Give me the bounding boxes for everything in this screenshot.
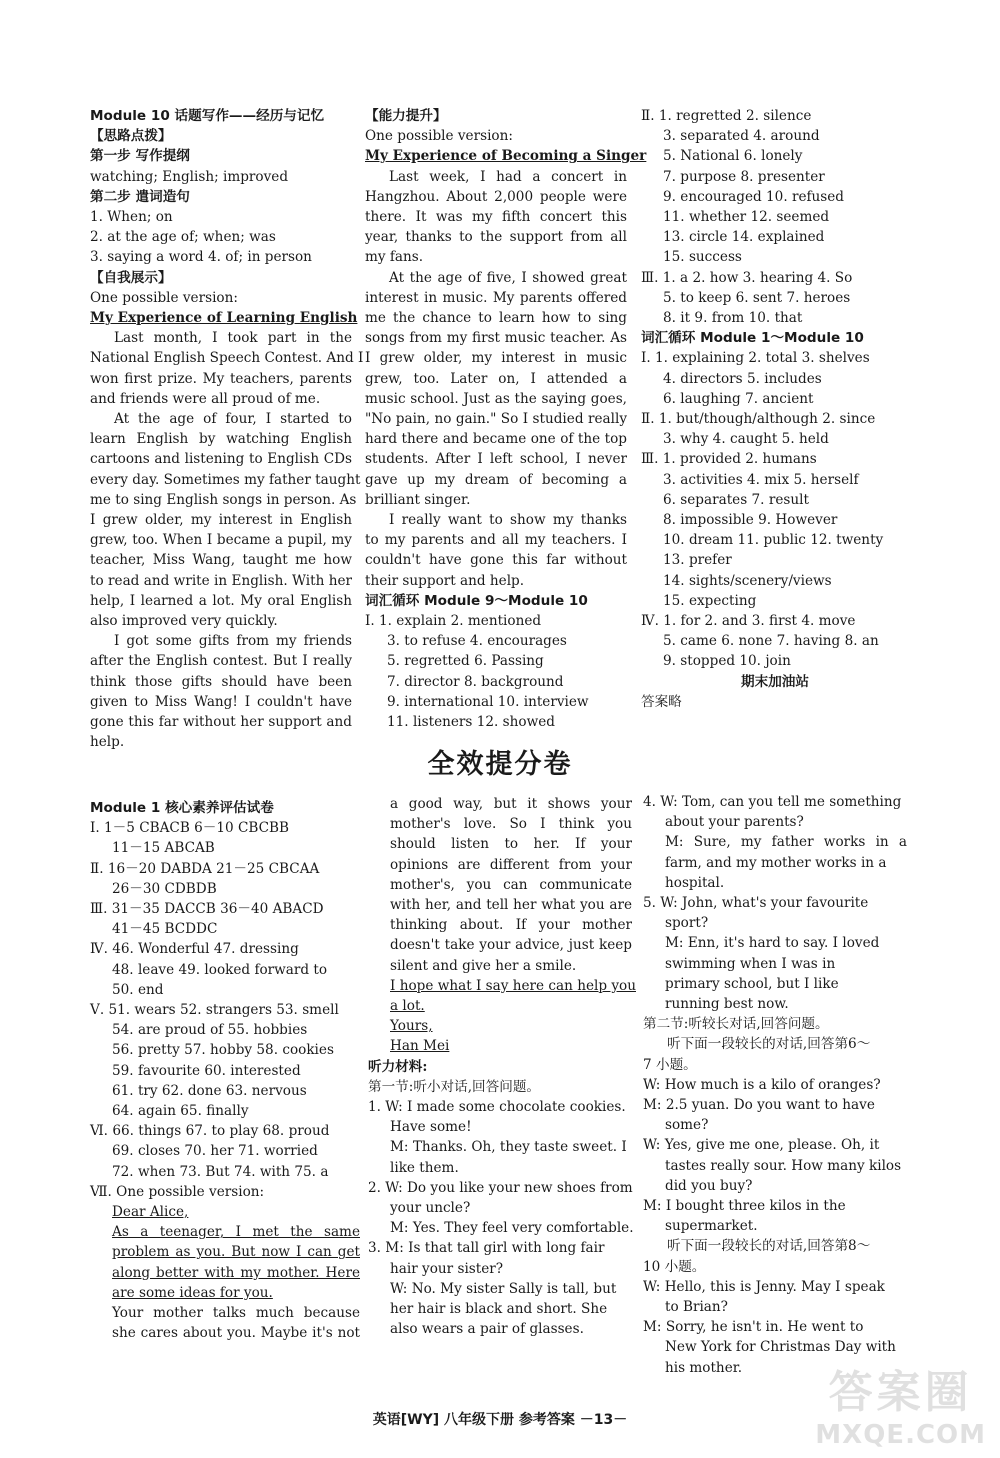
text-line: As a teenager, I met the same [112, 1224, 360, 1241]
text-line: their support and help. [365, 572, 525, 589]
text-line: 50. end [112, 981, 164, 998]
text-line: Ⅳ. 46. Wonderful 47. dressing [90, 941, 299, 958]
text-line: his mother. [665, 1359, 743, 1376]
bottom-column-3 [643, 792, 907, 1378]
text-line: she cares about you. Maybe it's not [112, 1325, 360, 1342]
text-line: M: Yes. They feel very comfortable. [390, 1220, 634, 1237]
page-footer: 英语[WY] 八年级下册 参考答案 －13－ [372, 1412, 628, 1428]
text-line: 【自我展示】 [90, 269, 172, 286]
text-line: Module 10 话题写作——经历与记忆 [90, 108, 325, 124]
text-line: thinking about. If your mother [390, 917, 632, 934]
text-line: I grew older, my interest in music [365, 350, 627, 367]
text-line: Hangzhou. About 2,000 people were [365, 188, 627, 205]
text-line: year, thanks to the support from all [365, 229, 627, 246]
text-line: teacher, Miss Wang, taught me how [90, 552, 352, 569]
text-line: 3. saying a word 4. of; in person [90, 249, 312, 266]
text-line: brilliant singer. [365, 491, 471, 508]
text-line: tastes really sour. How many kilos [665, 1157, 902, 1174]
bottom-column-1 [90, 798, 360, 1343]
text-line: to Brian? [665, 1299, 728, 1316]
text-line: Have some! [390, 1119, 472, 1136]
text-line: 3. M: Is that tall girl with long fair [368, 1240, 605, 1257]
text-line: farm, and my mother works in a [665, 854, 887, 871]
text-line: and friends were all proud of me. [90, 390, 321, 407]
text-line: 8. impossible 9. However [663, 512, 838, 529]
text-line: sport? [665, 915, 709, 932]
text-line: 7. purpose 8. presenter [663, 168, 825, 185]
text-line: Dear Alice, [112, 1204, 189, 1221]
text-line: At the age of four, I started to [114, 411, 352, 428]
text-line: silent and give her a smile. [390, 957, 577, 974]
text-line: Ⅱ. 1. but/though/although 2. since [641, 411, 876, 428]
text-line: 7 小题。 [643, 1056, 697, 1073]
text-line: watching; English; improved [90, 168, 289, 185]
text-line: doesn't take your advice, just keep [390, 937, 632, 954]
text-line: should listen to her. If your [390, 836, 632, 853]
text-line: 3. activities 4. mix 5. herself [663, 471, 859, 488]
text-line: 14. sights/scenery/views [663, 572, 832, 589]
text-line: hair your sister? [390, 1260, 504, 1277]
text-line: gone this far without her support and [90, 714, 352, 731]
text-line: 61. try 62. done 63. nervous [112, 1082, 307, 1099]
text-line: Ⅵ. 66. things 67. to play 68. proud [90, 1123, 330, 1140]
text-line: 5. W: John, what's your favourite [643, 895, 869, 912]
text-line: 期末加油站 [741, 673, 809, 690]
text-line: 48. leave 49. looked forward to [112, 961, 328, 978]
text-line: 第一节:听小对话,回答问题。 [368, 1078, 541, 1095]
text-line: 听下面一段较长的对话,回答第8～ [667, 1238, 871, 1255]
watermark-url: MXQE.COM [815, 1420, 986, 1450]
text-line: 69. closes 70. her 71. worried [112, 1143, 318, 1160]
text-line: 9. international 10. interview [387, 693, 589, 710]
text-line: Yours, [390, 1018, 433, 1035]
text-line: a good way, but it shows your [390, 796, 632, 812]
text-line: mother's love. So I think you [390, 816, 632, 833]
text-line: 9. encouraged 10. refused [663, 188, 845, 205]
text-line: 13. prefer [663, 552, 732, 569]
text-line: about your parents? [665, 814, 804, 831]
text-line: Ⅲ. 1. a 2. how 3. hearing 4. So [641, 269, 853, 286]
text-line: opinions are different from your [390, 856, 632, 873]
text-line: interest in music. My parents offered [365, 289, 627, 306]
text-line: help. [90, 734, 125, 751]
text-line: Ⅱ. 16－20 DABDA 21－25 CBCAA [90, 860, 320, 877]
text-line: W: How much is a kilo of oranges? [643, 1076, 881, 1093]
text-line: 答案略 [641, 693, 682, 710]
text-line: problem as you. But now I can get [112, 1244, 360, 1261]
text-line: like them. [390, 1159, 459, 1176]
text-line: 【思路点拨】 [90, 128, 172, 145]
text-line: 5. came 6. none 7. having 8. an [663, 633, 879, 650]
text-line: M: Thanks. Oh, they taste sweet. I [390, 1139, 627, 1156]
text-line: Ⅴ. 51. wears 52. strangers 53. smell [90, 1002, 339, 1019]
text-line: Your mother talks much because [112, 1305, 360, 1322]
text-line: Ⅰ. 1－5 CBACB 6－10 CBCBB [90, 820, 290, 837]
text-line: along better with my mother. Here [112, 1264, 360, 1281]
text-line: her hair is black and short. She [390, 1301, 608, 1318]
text-line: Ⅲ. 31－35 DACCB 36－40 ABACD [90, 901, 324, 918]
text-line: Module 1 核心素养评估试卷 [90, 800, 274, 816]
text-line: W: Yes, give me one, please. Oh, it [643, 1137, 880, 1154]
text-line: One possible version: [90, 289, 238, 306]
text-line: 词汇循环 Module 9～Module 10 [365, 592, 588, 609]
text-line: hard there and became one of the top [365, 431, 627, 448]
text-line: mother's, you can communicate [390, 876, 632, 893]
text-line: Ⅰ. 1. explain 2. mentioned [365, 613, 542, 630]
text-line: swimming when I was in [665, 955, 836, 972]
text-line: 5. National 6. lonely [663, 148, 803, 165]
text-line: 听力材料: [368, 1058, 428, 1075]
text-line: music school. Just as the saying goes, [365, 390, 627, 407]
text-line: 56. pretty 57. hobby 58. cookies [112, 1042, 334, 1059]
text-line: 第二节:听较长对话,回答问题。 [643, 1016, 829, 1033]
text-line: Ⅶ. One possible version: [90, 1183, 265, 1200]
text-line: 8. it 9. from 10. that [663, 310, 803, 327]
top-column-1 [90, 106, 364, 753]
text-line: every day. Sometimes my father taught [90, 471, 361, 488]
text-line: At the age of five, I showed great [389, 269, 627, 286]
text-line: I grew older, my interest in English [90, 512, 352, 529]
text-line: National English Speech Contest. And I [90, 350, 364, 367]
text-line: after the English contest. But I really [90, 653, 352, 670]
text-line: couldn't have gone this far without [365, 552, 627, 569]
text-line: I got some gifts from my friends [114, 633, 352, 650]
text-line: me to sing English songs in person. As [90, 491, 357, 508]
text-line: My Experience of Becoming a Singer [365, 148, 647, 165]
text-line: Last week, I had a concert in [389, 168, 627, 185]
text-line: grew, too. When I became a pupil, my [90, 532, 352, 549]
text-line: 词汇循环 Module 1～Module 10 [641, 330, 864, 347]
text-line: 6. laughing 7. ancient [663, 390, 814, 407]
text-line: 5. to keep 6. sent 7. heroes [663, 289, 851, 306]
text-line: songs from my first music teacher. As [365, 330, 627, 347]
text-line: 3. to refuse 4. encourages [387, 633, 567, 650]
text-line: 11－15 ABCAB [112, 840, 215, 857]
text-line: given to Miss Wang! I couldn't have [90, 693, 352, 710]
text-line: 2. at the age of; when; was [90, 229, 276, 246]
text-line: 11. whether 12. seemed [663, 209, 830, 226]
text-line: to read and write in English. With her [90, 572, 352, 589]
text-line: a lot. [390, 998, 425, 1015]
text-line: 15. success [663, 249, 742, 266]
text-line: 3. separated 4. around [663, 128, 820, 145]
text-line: also improved very quickly. [90, 613, 278, 630]
text-line: Han Mei [390, 1038, 450, 1055]
text-line: 26－30 CDBDB [112, 880, 217, 897]
text-line: 9. stopped 10. join [663, 653, 791, 670]
text-line: supermarket. [665, 1218, 758, 1235]
text-line: 1. When; on [90, 209, 173, 226]
text-line: 第二步 遣词造句 [90, 188, 190, 205]
text-line: Ⅱ. 1. regretted 2. silence [641, 108, 812, 124]
text-line: 4. W: Tom, can you tell me something [643, 794, 902, 810]
text-line: some? [665, 1117, 709, 1134]
text-line: 1. W: I made some chocolate cookies. [368, 1099, 626, 1116]
text-line: 41－45 BCDDC [112, 921, 218, 938]
text-line: "No pain, no gain." So I studied really [365, 411, 627, 428]
text-line: 11. listeners 12. showed [387, 714, 555, 731]
text-line: my fans. [365, 249, 424, 266]
text-line: 13. circle 14. explained [663, 229, 825, 246]
text-line: students. After I left school, I never [365, 451, 627, 468]
text-line: are some ideas for you. [112, 1284, 273, 1301]
text-line: M: Enn, it's hard to say. I loved [665, 935, 880, 952]
text-line: won first prize. My teachers, parents [90, 370, 352, 387]
text-line: 4. directors 5. includes [663, 370, 822, 387]
text-line: learn English by watching English [90, 431, 352, 448]
text-line: primary school, but I like [665, 975, 839, 992]
text-line: M: Sure, my father works in a [665, 834, 907, 851]
text-line: 54. are proud of 55. hobbies [112, 1022, 308, 1039]
text-line: 59. favourite 60. interested [112, 1062, 301, 1079]
text-line: 3. why 4. caught 5. held [663, 431, 829, 448]
text-line: Ⅰ. 1. explaining 2. total 3. shelves [641, 350, 870, 367]
section-title: 全效提分卷 [427, 749, 573, 780]
top-column-2 [365, 106, 647, 732]
text-line: did you buy? [665, 1177, 753, 1194]
text-line: W: No. My sister Sally is tall, but [390, 1280, 617, 1297]
text-line: cartoons and listening to English CDs [90, 451, 352, 468]
text-line: I really want to show my thanks [389, 512, 627, 529]
text-line: gave up my dream of becoming a [365, 471, 627, 488]
text-line: 5. regretted 6. Passing [387, 653, 544, 670]
text-line: 听下面一段较长的对话,回答第6～ [667, 1036, 871, 1053]
watermark-logo: 答案圈 [828, 1367, 973, 1418]
text-line: My Experience of Learning English [90, 310, 358, 327]
text-line: Last month, I took part in the [114, 330, 352, 347]
text-line: also wears a pair of glasses. [390, 1321, 584, 1338]
text-line: 7. director 8. background [387, 673, 564, 690]
text-line: think those gifts should have been [90, 673, 352, 690]
text-line: M: 2.5 yuan. Do you want to have [643, 1097, 875, 1114]
text-line: grew, too. Later on, I attended a [365, 370, 627, 387]
text-line: I hope what I say here can help you [390, 977, 636, 994]
text-line: there. It was my fifth concert this [365, 209, 627, 226]
text-line: One possible version: [365, 128, 513, 145]
text-line: 10. dream 11. public 12. twenty [663, 532, 884, 549]
text-line: Ⅲ. 1. provided 2. humans [641, 451, 817, 468]
text-line: 【能力提升】 [365, 108, 447, 124]
text-line: 2. W: Do you like your new shoes from [368, 1179, 633, 1196]
text-line: with her, and tell her what you are [390, 897, 632, 914]
text-line: your uncle? [390, 1200, 471, 1217]
text-line: 第一步 写作提纲 [90, 148, 190, 165]
watermark [815, 1356, 986, 1450]
text-line: 6. separates 7. result [663, 491, 809, 508]
text-line: W: Hello, this is Jenny. May I speak [643, 1278, 885, 1295]
text-line: 15. expecting [663, 592, 757, 609]
text-line: Ⅳ. 1. for 2. and 3. first 4. move [641, 613, 856, 630]
text-line: New York for Christmas Day with [665, 1339, 896, 1356]
text-line: M: Sorry, he isn't in. He went to [643, 1319, 864, 1336]
text-line: me the chance to learn how to sing [365, 310, 627, 327]
bottom-column-2 [368, 794, 636, 1339]
text-line: 64. again 65. finally [112, 1103, 249, 1120]
text-line: hospital. [665, 874, 725, 891]
text-line: M: I bought three kilos in the [643, 1198, 846, 1215]
text-line: 72. when 73. But 74. with 75. a [112, 1163, 329, 1180]
top-column-3 [641, 106, 909, 712]
text-line: to my parents and all my teachers. I [365, 532, 627, 549]
text-line: help, I learned a lot. My oral English [90, 592, 352, 609]
text-line: 10 小题。 [643, 1258, 706, 1275]
text-line: running best now. [665, 996, 789, 1013]
